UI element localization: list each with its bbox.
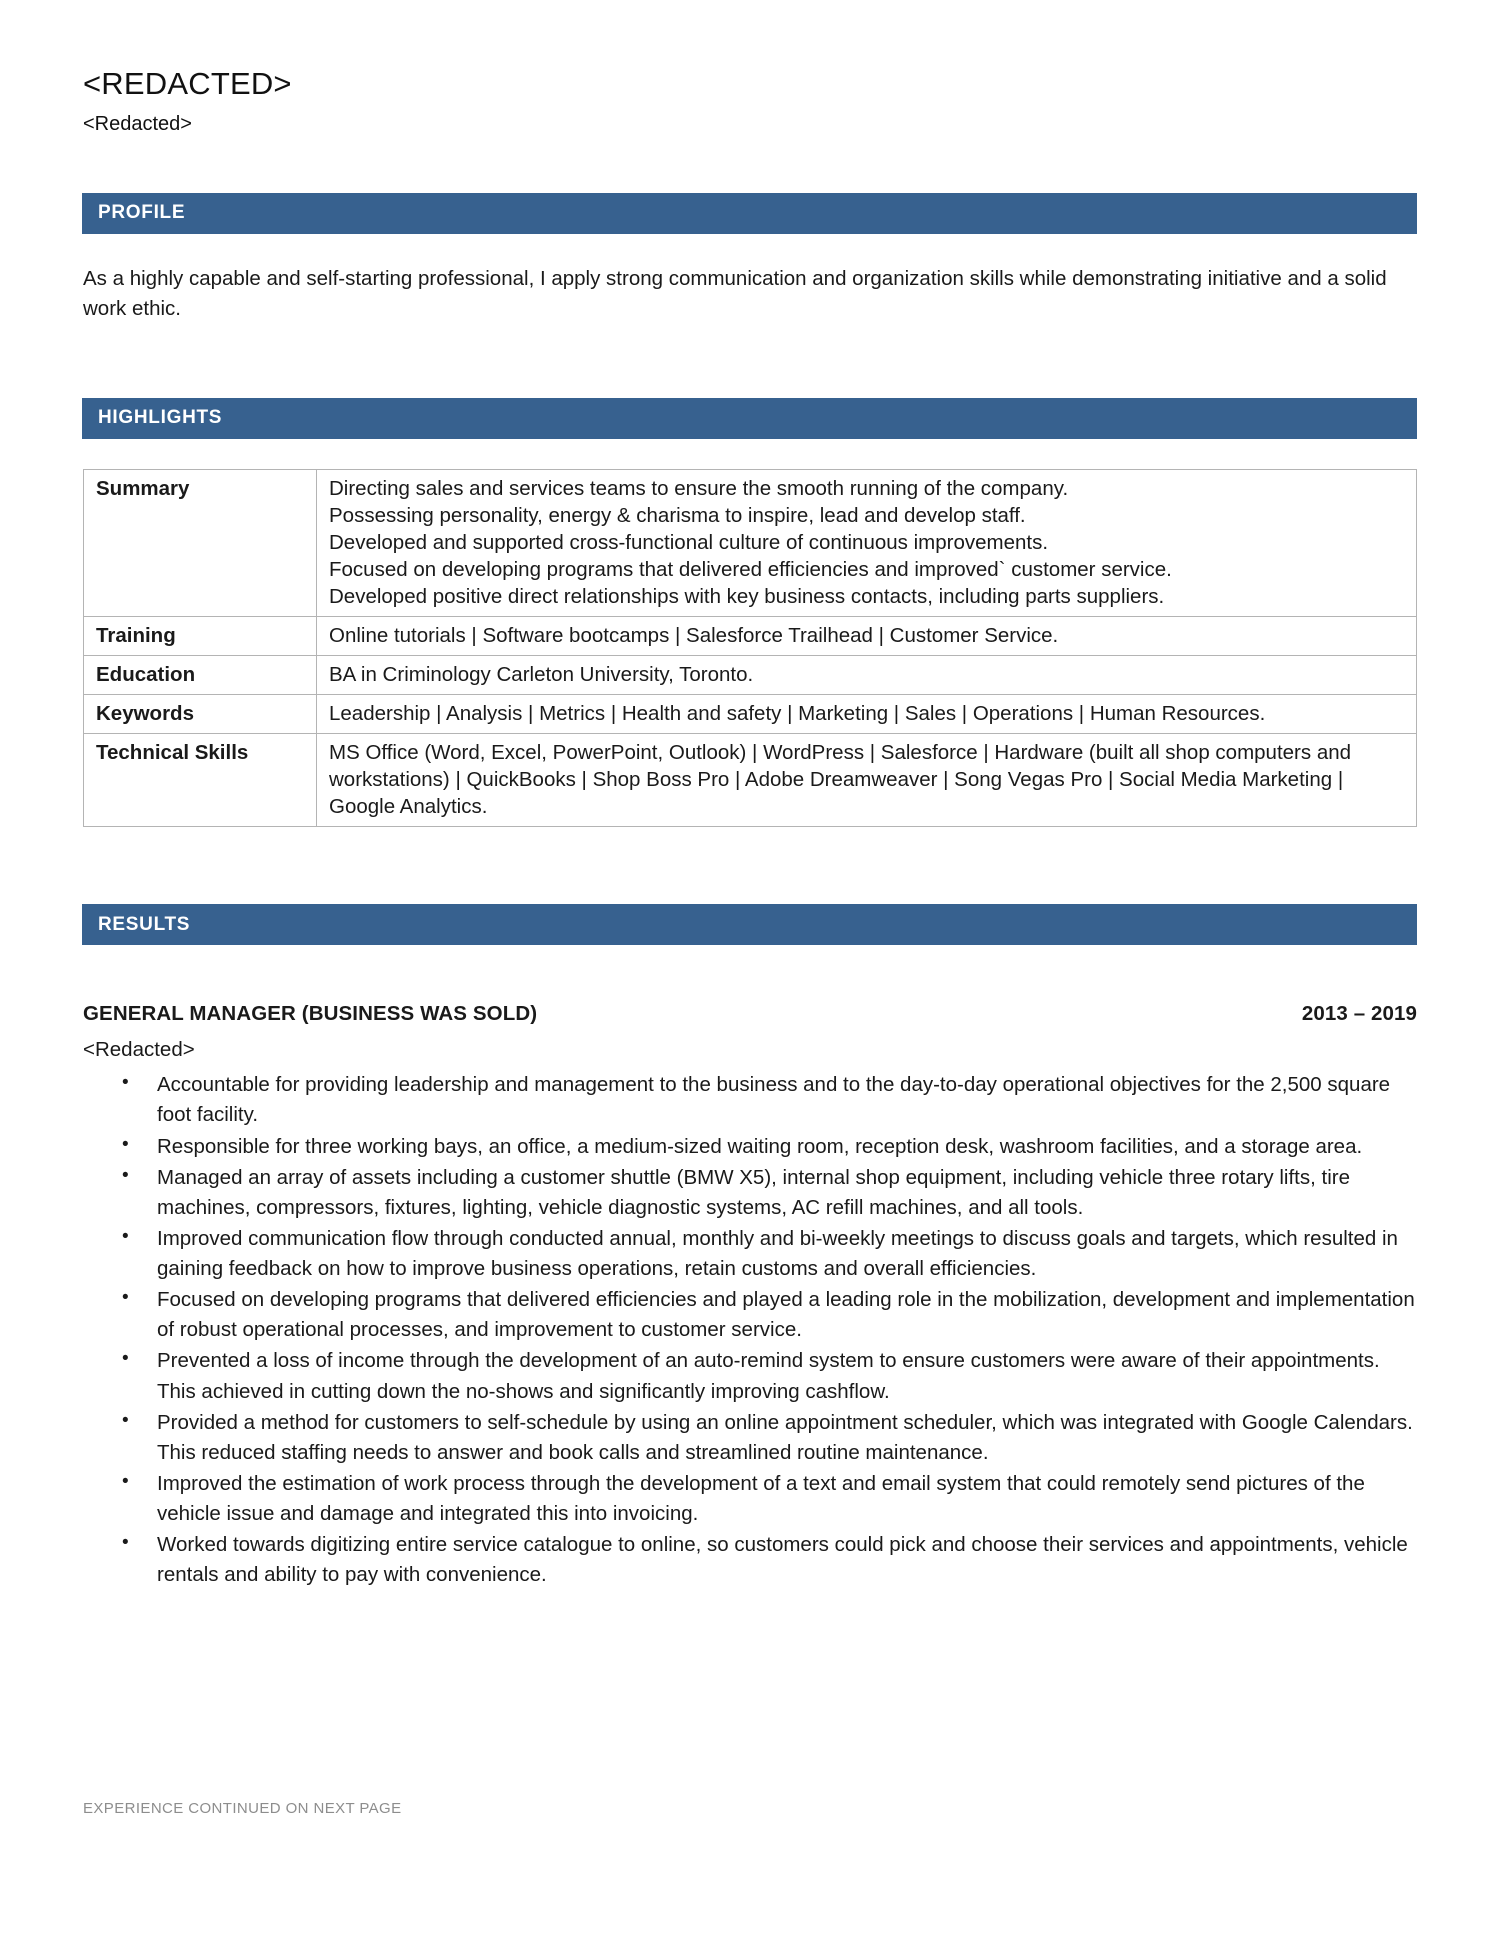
highlights-table-body [84, 469, 1417, 827]
highlights-row [84, 695, 1417, 734]
profile-body-text: As a highly capable and self-starting professional, I apply strong communication and organization skills while demonstrating initiative and a solid work ethic. [83, 266, 1387, 320]
job-bullet-list [83, 1070, 1417, 1590]
highlights-row-line: Focused on developing programs that delivered efficiencies and improved` customer service. [329, 557, 1172, 581]
job-bullet-item: • Focused on developing programs that delivered efficiencies and played a leading role in the mobilization, development and implementation of robust operational processes, and improvement to customer service. [157, 1285, 1415, 1345]
candidate-contact: <Redacted> [83, 112, 192, 135]
highlights-row-line: Developed positive direct relationships with key business contacts, including parts suppliers. [329, 585, 1165, 609]
job-bullet-item: • Responsible for three working bays, an office, a medium-sized waiting room, reception desk, washroom facilities, and a storage area. [157, 1132, 1415, 1162]
job-bullet-item: • Accountable for providing leadership and management to the business and to the day-to-day operational objectives for the 2,500 square foot facility. [157, 1070, 1415, 1130]
job-entry [83, 1002, 1417, 1590]
highlights-row [84, 469, 1417, 616]
highlights-row-label: Technical Skills [84, 734, 317, 827]
highlights-row-value [317, 695, 1417, 734]
candidate-name: <REDACTED> [83, 66, 292, 101]
page-footer-note: EXPERIENCE CONTINUED ON NEXT PAGE [83, 1800, 402, 1817]
section-header-profile [82, 193, 1417, 234]
highlights-row-line: Leadership | Analysis | Metrics | Health and safety | Marketing | Sales | Operations | Human Resources. [329, 702, 1266, 726]
section-header-profile-label: PROFILE [98, 202, 186, 224]
highlights-row-line: Developed and supported cross-functional culture of continuous improvements. [329, 530, 1049, 554]
highlights-row [84, 734, 1417, 827]
job-bullet-item: • Improved the estimation of work process through the development of a text and email system that could remotely send pictures of the vehicle issue and damage and integrated this into invoicing. [157, 1469, 1415, 1529]
highlights-row-label: Keywords [84, 695, 317, 734]
document-header [83, 0, 1417, 137]
highlights-row-value [317, 734, 1417, 827]
highlights-row-line: BA in Criminology Carleton University, Toronto. [329, 663, 754, 687]
highlights-table [83, 469, 1417, 828]
highlights-row-value [317, 617, 1417, 656]
section-header-results [82, 904, 1417, 945]
highlights-row-line: Directing sales and services teams to ensure the smooth running of the company. [329, 476, 1069, 500]
job-title: GENERAL MANAGER (BUSINESS WAS SOLD) [83, 1002, 538, 1026]
highlights-row-label: Training [84, 617, 317, 656]
job-header-row [83, 1002, 1417, 1026]
section-header-highlights-label: HIGHLIGHTS [98, 407, 223, 429]
job-bullet-item: • Worked towards digitizing entire service catalogue to online, so customers could pick and choose their services and appointments, vehicle rentals and ability to pay with convenience. [157, 1530, 1415, 1590]
job-bullet-item: • Provided a method for customers to self-schedule by using an online appointment scheduler, which was integrated with Google Calendars. This reduced staffing needs to answer and book calls and streamlined routine maintenance. [157, 1408, 1415, 1468]
highlights-row-value [317, 656, 1417, 695]
job-company: <Redacted> [83, 1038, 195, 1062]
job-bullet-item: • Prevented a loss of income through the development of an auto-remind system to ensure customers were aware of their appointments. This achieved in cutting down the no-shows and significantly improving cashflow. [157, 1346, 1415, 1406]
section-header-highlights [82, 398, 1417, 439]
highlights-row-line: MS Office (Word, Excel, PowerPoint, Outlook) | WordPress | Salesforce | Hardware (built all shop computers and workstations) | QuickBooks | Shop Boss Pro | Adobe Dreamweaver | Song Vegas Pro | Social Media Marketing | Google Analytics. [329, 741, 1352, 819]
section-header-results-label: RESULTS [98, 913, 191, 935]
job-dates: 2013 – 2019 [1301, 1002, 1417, 1026]
job-bullet-item: • Managed an array of assets including a customer shuttle (BMW X5), internal shop equipment, including vehicle three rotary lifts, tire machines, compressors, fixtures, lighting, vehicle diagnostic systems, AC refill machines, and all tools. [157, 1163, 1415, 1223]
highlights-row-value [317, 469, 1417, 616]
highlights-row [84, 656, 1417, 695]
highlights-row-line: Possessing personality, energy & charisma to inspire, lead and develop staff. [329, 503, 1026, 527]
highlights-row [84, 617, 1417, 656]
highlights-row-label: Education [84, 656, 317, 695]
highlights-row-line: Online tutorials | Software bootcamps | Salesforce Trailhead | Customer Service. [329, 624, 1059, 648]
highlights-row-label: Summary [84, 469, 317, 616]
job-bullet-item: • Improved communication flow through conducted annual, monthly and bi-weekly meetings to discuss goals and targets, which resulted in gaining feedback on how to improve business operations, retain customs and overall efficiencies. [157, 1224, 1415, 1284]
